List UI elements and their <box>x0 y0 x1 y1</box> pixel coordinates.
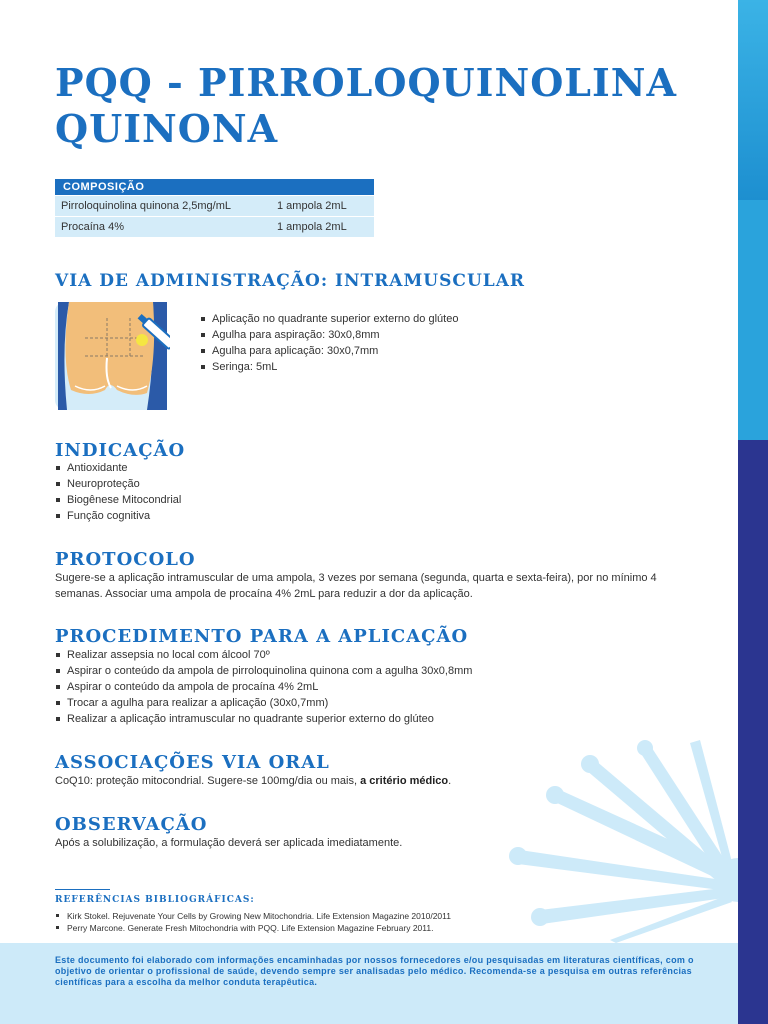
indicacao-list <box>55 460 181 524</box>
references-heading: REFERÊNCIAS BIBLIOGRÁFICAS: <box>55 895 255 905</box>
observacao-text: Após a solubilização, a formulação deverá ser aplicada imediatamente. <box>55 837 403 849</box>
list-item: Neuroproteção <box>55 476 181 492</box>
list-item: Agulha para aspiração: 30x0,8mm <box>200 327 458 343</box>
composition-amount: 1 ampola 2mL <box>277 200 347 212</box>
procedimento-heading: PROCEDIMENTO PARA A APLICAÇÃO <box>55 626 469 647</box>
protocolo-text: Sugere-se a aplicação intramuscular de uma ampola, 3 vezes por semana (segunda, quarta e sexta-feira), por no mínimo 4 semanas. Associar uma ampola de procaína 4% 2mL para reduzir a dor da aplicação. <box>55 572 657 600</box>
references-list <box>55 910 451 934</box>
list-item: Kirk Stokel. Rejuvenate Your Cells by Growing New Mitochondria. Life Extension Magazine 2010/2011 <box>55 910 451 922</box>
page-title: PQQ - PIRROLOQUINOLINA QUINONA <box>55 60 678 151</box>
list-item: Aspirar o conteúdo da ampola de pirroloquinolina quinona com a agulha 30x0,8mm <box>55 663 472 679</box>
composition-item: Pirroloquinolina quinona 2,5mg/mL <box>61 200 231 212</box>
footer-disclaimer: Este documento foi elaborado com informações encaminhadas por nossos fornecedores e/ou pesquisadas em literaturas científicas, com o objetivo de orientar o profissional de saúde, devendo sempre ser analisadas pelo médico. Recomenda-se a pesquisa em outras referências científicas para a escolha da melhor conduta terapêutica. <box>55 955 694 987</box>
list-item: Antioxidante <box>55 460 181 476</box>
composition-table <box>55 179 374 237</box>
list-item: Realizar assepsia no local com álcool 70º <box>55 647 472 663</box>
list-item: Aplicação no quadrante superior externo do glúteo <box>200 311 458 327</box>
associacoes-body: CoQ10: proteção mitocondrial. Sugere-se 100mg/dia ou mais, <box>55 775 361 787</box>
side-band-top <box>738 0 768 200</box>
list-item: Perry Marcone. Generate Fresh Mitochondria with PQQ. Life Extension Magazine February 2011. <box>55 922 451 934</box>
via-list <box>200 311 458 375</box>
composition-header: COMPOSIÇÃO <box>55 179 374 195</box>
observacao-heading: OBSERVAÇÃO <box>55 814 208 835</box>
indicacao-heading: INDICAÇÃO <box>55 440 186 461</box>
associacoes-end: . <box>448 775 452 787</box>
procedimento-list <box>55 647 472 727</box>
list-item: Trocar a agulha para realizar a aplicação (30x0,7mm) <box>55 695 472 711</box>
list-item: Seringa: 5mL <box>200 359 458 375</box>
list-item: Realizar a aplicação intramuscular no quadrante superior externo do glúteo <box>55 711 472 727</box>
associacoes-heading: ASSOCIAÇÕES VIA ORAL <box>55 752 330 773</box>
gluteus-injection-illustration <box>55 298 170 410</box>
list-item: Aspirar o conteúdo da ampola de procaína 4% 2mL <box>55 679 472 695</box>
side-band-dark <box>738 440 768 1024</box>
list-item: Biogênese Mitocondrial <box>55 492 181 508</box>
associacoes-emphasis: a critério médico <box>360 775 449 787</box>
references-divider <box>55 889 110 890</box>
list-item: Função cognitiva <box>55 508 181 524</box>
table-row <box>55 217 374 237</box>
protocolo-heading: PROTOCOLO <box>55 549 196 570</box>
composition-amount: 1 ampola 2mL <box>277 221 347 233</box>
via-heading: VIA DE ADMINISTRAÇÃO: INTRAMUSCULAR <box>55 271 526 291</box>
associacoes-text <box>55 773 655 789</box>
list-item: Agulha para aplicação: 30x0,7mm <box>200 343 458 359</box>
table-row <box>55 196 374 216</box>
composition-item: Procaína 4% <box>61 221 124 233</box>
